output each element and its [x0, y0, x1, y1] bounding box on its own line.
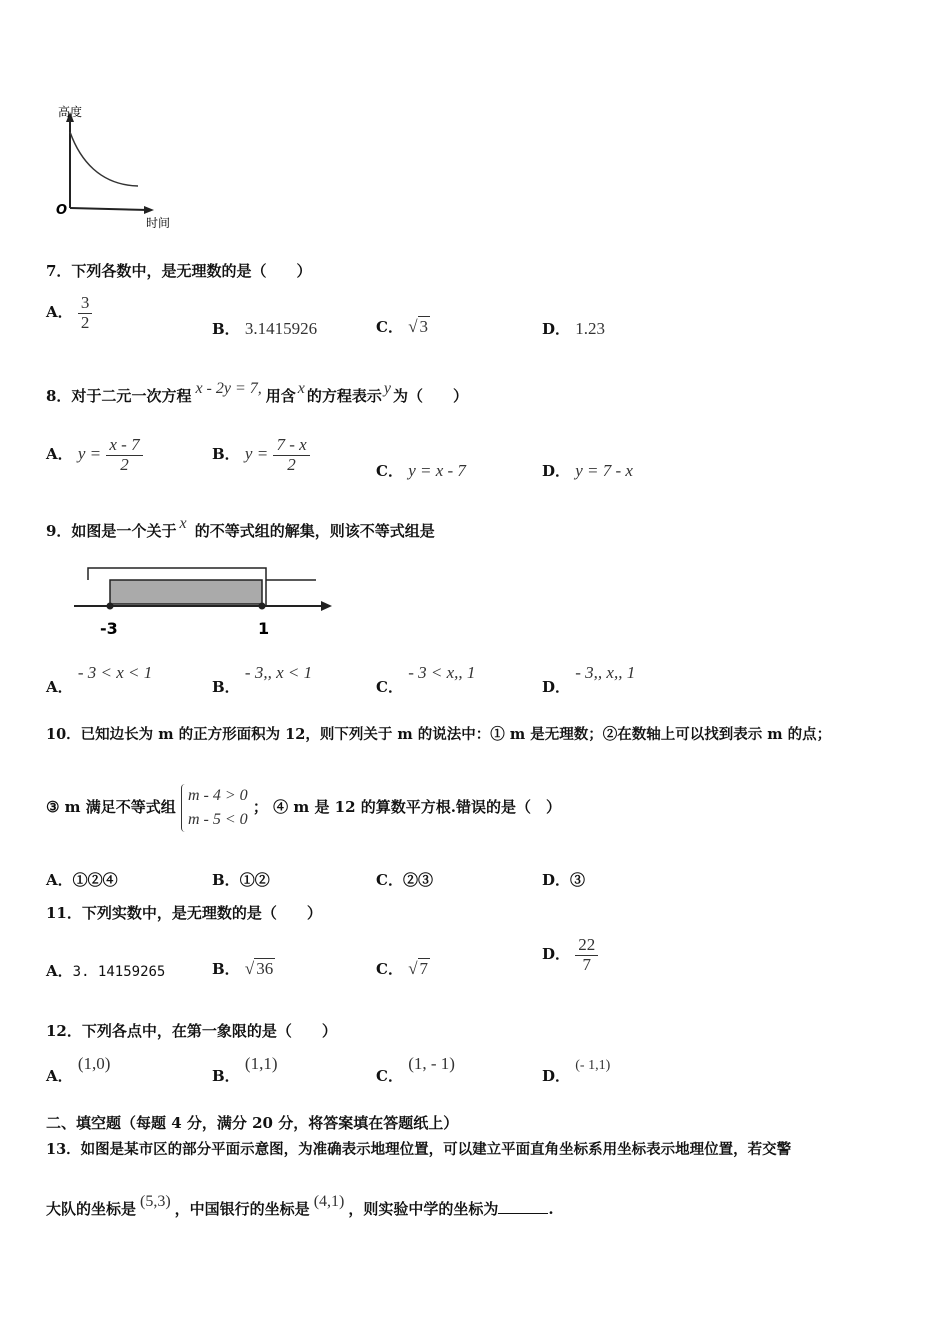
q7-option-d[interactable] [542, 318, 605, 339]
q9-stem: 9．如图是一个关于 x 的不等式组的解集，则该不等式组是 [46, 515, 435, 540]
option-value: - 3,, x < 1 [244, 663, 313, 682]
option-label: D． [542, 945, 571, 964]
option-value: 3.1415926 [244, 319, 318, 338]
sqrt-expression: √ 7 [408, 959, 429, 978]
fraction: $\frac{3}{2}$ [78, 294, 93, 332]
q8-option-b[interactable]: B． y = $\frac{7 - x}{2}$ [212, 436, 310, 474]
option-label: A． [46, 678, 73, 696]
number-line-arrow [321, 601, 332, 611]
right-endpoint-label: 1 [258, 619, 270, 638]
inequality-system: m - 4 > 0 m - 5 < 0 [181, 784, 248, 832]
option-label: C． [376, 960, 403, 978]
option-value: - 3,, x,, 1 [575, 663, 636, 682]
option-value: (1,1) [244, 1054, 278, 1073]
q12-option-d[interactable] [542, 1053, 611, 1085]
option-value: (1, - 1) [408, 1054, 455, 1073]
q11-option-a[interactable] [46, 960, 165, 981]
option-label: A． [46, 445, 73, 464]
right-endpoint-dot [259, 603, 266, 610]
option-value: - 3 < x < 1 [77, 663, 153, 682]
option-value: y = 7 - x [575, 461, 633, 480]
q13-line2: 大队的坐标是 (5,3) ，中国银行的坐标是 (4,1) ，则实验中学的坐标为 . [46, 1193, 554, 1218]
option-value: 1.23 [575, 319, 605, 338]
graph-ylabel: 高度 [58, 105, 83, 119]
option-label: A． [46, 962, 73, 980]
option-label: D． [542, 1067, 571, 1085]
q8-option-d[interactable] [542, 460, 633, 481]
q11-option-c[interactable] [376, 958, 430, 979]
option-label: C． [376, 871, 403, 889]
q9-option-a[interactable] [46, 662, 153, 696]
q8-equation: x - 2y = 7, [195, 380, 262, 397]
q9-option-c[interactable] [376, 662, 476, 696]
q9-option-b[interactable] [212, 662, 313, 696]
q7-stem: 7．下列各数中，是无理数的是（ ） [46, 262, 312, 280]
option-value: - 3 < x,, 1 [408, 663, 476, 682]
option-label: D． [542, 320, 571, 338]
left-endpoint-label: -3 [100, 619, 118, 638]
option-label: B． [212, 678, 240, 696]
q10-stem-line2: ③ m 满足不等式组 m - 4 > 0 m - 5 < 0 ； ④ m 是 12 的算数平方根.错误的是（ ） [46, 784, 561, 832]
q12-option-b[interactable] [212, 1053, 278, 1085]
option-value: 3. 14159265 [72, 964, 166, 980]
coord-traffic-police: (5,3) [140, 1193, 171, 1210]
graph-origin: O [56, 203, 68, 218]
option-label: B． [212, 960, 240, 978]
q12-stem: 12．下列各点中，在第一象限的是（ ） [46, 1022, 337, 1040]
option-label: C． [376, 318, 403, 336]
q8-stem: 8．对于二元一次方程 x - 2y = 7, 用含 x 的方程表示 y 为（ ） [46, 380, 469, 405]
fraction: $\frac{22}{7}$ [575, 936, 598, 974]
q10-option-a[interactable] [46, 869, 118, 890]
q8-option-a[interactable]: A． y = $\frac{x - 7}{2}$ [46, 436, 143, 474]
q11-option-b[interactable] [212, 958, 275, 979]
option-label: D． [542, 871, 571, 889]
section-title: 二、填空题（每题 4 分，满分 20 分，将答案填在答题纸上） [46, 1114, 459, 1132]
graph-x-axis [70, 208, 148, 210]
fraction: $\frac{7 - x}{2}$ [273, 436, 309, 474]
q12-option-c[interactable] [376, 1053, 455, 1085]
option-label: A． [46, 871, 73, 889]
left-endpoint-dot [107, 603, 114, 610]
q7-option-c[interactable] [376, 316, 430, 337]
option-label: B． [212, 1067, 240, 1085]
option-label: A． [46, 1067, 73, 1085]
option-label: B． [212, 871, 240, 889]
option-label: C． [376, 462, 403, 480]
option-value: ①②④ [72, 871, 118, 889]
q9-option-d[interactable] [542, 662, 636, 696]
option-value: ②③ [402, 871, 433, 889]
option-value: (- 1,1) [575, 1058, 611, 1073]
option-value: ①② [239, 871, 270, 889]
graph-decay-curve [70, 132, 138, 186]
solution-set-shading [110, 580, 262, 604]
option-label: D． [542, 462, 571, 480]
q11-stem: 11．下列实数中，是无理数的是（ ） [46, 904, 322, 922]
coord-bank-of-china: (4,1) [313, 1193, 345, 1210]
option-value: (1,0) [77, 1054, 111, 1073]
option-label: C． [376, 1067, 403, 1085]
option-label: B． [212, 445, 240, 464]
option-label: B． [212, 320, 240, 338]
option-label: C． [376, 678, 403, 696]
sqrt-expression: √ 36 [244, 959, 274, 978]
q10-option-b[interactable] [212, 869, 270, 890]
q10-option-d[interactable] [542, 869, 585, 890]
option-value: y = x - 7 [408, 461, 466, 480]
option-label: A． [46, 303, 73, 322]
sqrt-expression: √ 3 [408, 317, 429, 336]
option-value: ③ [570, 871, 586, 889]
fraction: $\frac{x - 7}{2}$ [106, 436, 142, 474]
q7-option-b[interactable] [212, 318, 317, 339]
q10-option-c[interactable] [376, 869, 433, 890]
q13-line1: 13．如图是某市区的部分平面示意图，为准确表示地理位置，可以建立平面直角坐标系用坐标表示地理位置，若交警 [46, 1141, 792, 1158]
q9-number-line-figure [46, 560, 346, 640]
option-label: D． [542, 678, 571, 696]
q10-stem-line1: 10．已知边长为 m 的正方形面积为 12，则下列关于 m 的说法中：① m 是无理数；②在数轴上可以找到表示 m 的点； [46, 726, 832, 743]
q11-option-d[interactable] [542, 936, 598, 974]
answer-blank[interactable] [498, 1213, 548, 1214]
q12-option-a[interactable] [46, 1053, 111, 1085]
graph-x-arrow [144, 206, 154, 214]
height-time-graph [50, 100, 200, 230]
q7-option-a[interactable] [46, 294, 92, 332]
q8-option-c[interactable] [376, 460, 466, 481]
graph-xlabel: 时间 [146, 216, 171, 230]
